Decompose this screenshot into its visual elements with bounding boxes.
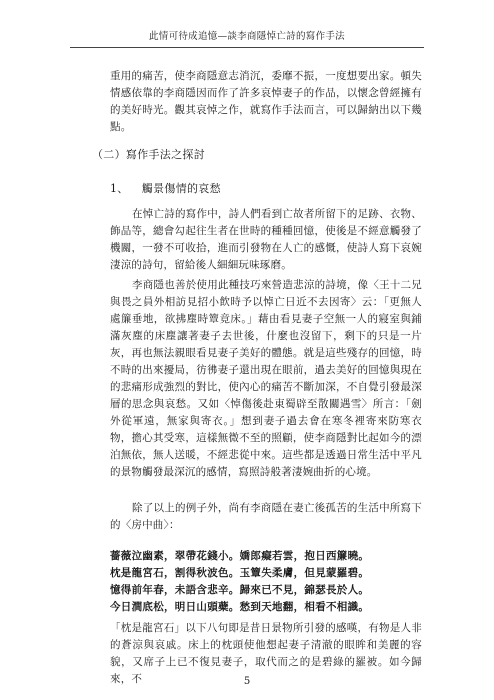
poem-line: 憶得前年春，未語含悲辛。歸來已不見，錦瑟長於人。 [110, 584, 370, 596]
poem-block [110, 548, 430, 616]
running-header: 此情可待成追憶—談李商隱悼亡詩的寫作手法 [148, 31, 345, 42]
subsection-number: 1、 [110, 182, 129, 195]
subsection-heading [110, 180, 221, 196]
subsection-title: 觸景傷情的哀愁 [141, 182, 221, 195]
poem-line: 枕是龍宮石，割得秋波色。玉簟失柔膚，但見蒙羅碧。 [110, 567, 370, 579]
intro-paragraph: 重用的痛苦，使李商隱意志消沉，委靡不振，一度想要出家。頓失情感依靠的李商隱因而作了許多哀悼妻子的作品，以懷念曾經擁有的美好時光。觀其哀悼之作，就寫作手法而言，可以歸納出以下幾點。 [110, 70, 422, 133]
poem-line: 今日澗底松，明日山頭蘗。愁到天地翻，相看不相識。 [110, 601, 370, 613]
section-heading: （二）寫作手法之探討 [92, 148, 205, 161]
closing-paragraph: 「枕是龍宮石」以下八句即是昔日景物所引發的感嘆，有物是人非的蒼涼與哀戚。床上的枕頭使他想起妻子清澈的眼眸和美麗的容貌，又席子上已不復見妻子，取代而之的是碧綠的羅被。如今歸來，不 [110, 622, 422, 685]
poem-line: 薔薇泣幽素，翠帶花錢小。嬌郎癡若雲，抱日西簾曉。 [110, 550, 370, 562]
page-number: 5 [243, 676, 251, 687]
header-divider [70, 47, 424, 48]
body-paragraph: 在悼亡詩的寫作中，詩人們看到亡故者所留下的足跡、衣物、飾品等，總會勾起往生者在世時的種種回憶，使後是不經意觸發了機關，一發不可收拾，進而引發物在人亡的感慨，使詩人寫下哀婉淒涼的詩句，留給後人細細玩味琢磨。 [110, 208, 422, 271]
body-paragraph: 除了以上的例子外，尚有李商隱在妻亡後孤苦的生活中所寫下的〈房中曲〉： [110, 502, 422, 531]
body-paragraph: 李商隱也善於使用此種技巧來營造悲涼的詩境，像〈王十二兄與畏之員外相訪見招小飲時予以悼亡日近不去因寄〉云：「更無人處簾垂地，欲拂塵時簟竟床。」藉由看見妻子空無一人的寢室與鋪滿灰塵的床塵讓著妻子去世後，什麼也沒留下，剩下的只是一片灰，再也無法親眼看見妻子美好的體態。就是這些殘存的回憶，時不時的出來擾局，彷彿妻子還出現在眼前，過去美好的回憶與現在的悲痛形成強烈的對比，使內心的痛苦不斷加深，不自覺引發最深層的思念與哀愁。又如〈悼傷後赴東蜀辟至散關遇雪〉所言：「劍外從軍遠，無家與寄衣。」想到妻子過去會在寒冬裡寄來防寒衣物，擔心其受寒，這樣無微不至的照顧，使李商隱對比起如今的漂泊無依，無人送暖，不經悲從中來。這些都是透過日常生活中平凡的景物觸發最深沉的感情，寫照詩般著淒婉曲折的心境。 [110, 279, 422, 478]
